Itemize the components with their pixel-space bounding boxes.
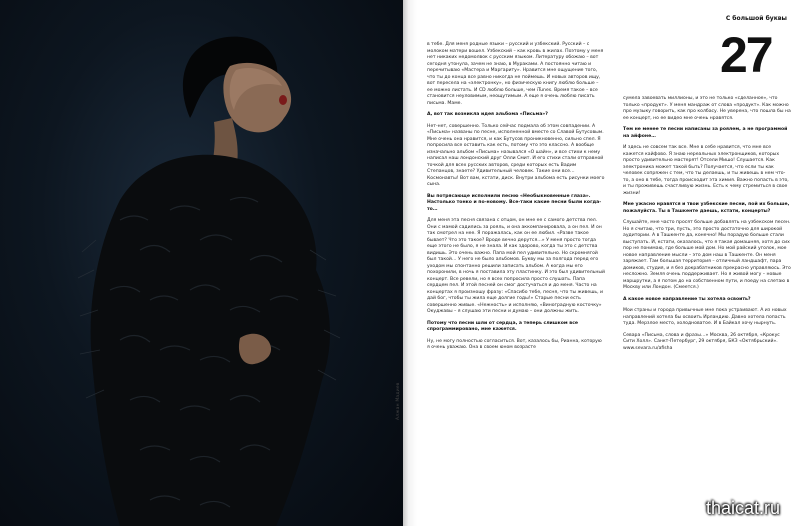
paragraph: в тебе. Для меня родные языки – русский и узбекский. Русский – с молоком матери вошел. Узбекский – как кровь в жилах. Поэтому у меня нет никаких недомолвок с русским языком. Литературу обожаю – вот сегодня утонула, зачем не знаю, в Мураками. А постоянно читаю и перечитываю «Мастера и Маргариту». Нравится мне ощущение того, что ты до конца все равно никогда не поймешь. И новых авторов ищу, вот пересела на «электронку», но физическую книгу люблю больше – ее можно листать. И CD люблю больше, чем iTunes. Время такое – все становится неуловимым, неощутимым. А еще я очень люблю писать письма. Маме.	[427, 42, 604, 106]
paragraph: Для меня эта песня связана с отцом, он мне ее с самого детства пел. Они с мамой садились за рояль, и она аккомпанировала, а он пел. И он так смотрел на нее. Я поражалась, как он ее любил. «Разве такое бывает? Что это такое? Вроде вечно дерутся…» У меня просто тогда еще этого не было, я не знала. И как здорово, когда ты это с детства видишь. Это очень важно. Папа мой пел удивительно. Но скромнягой был такой… У него не было альбомов. Букву мы за полгода перед его уходом мы спонтанно решили записать альбом. А когда мы его похоронили, в ночь я поставила эту пластинку. И это был удивительный концерт. Все ревели, но я всех попросила просто слушать. Папа сердцем пел. И этой песней он смог достучаться и до меня. Часто на концертах я произношу фразу: «Спасибо тебе, песня, что ты живешь, и дай бог, чтобы ты жила еще долгие годы!» Старые песни есть совершенно живые. «Нежность» и исполняю, «Виноградную косточку» Окуджавы – я слушаю эти песни и думаю – они должны жить.	[427, 218, 606, 314]
page-gutter	[403, 0, 417, 526]
interview-question: Тем не менее те песни написаны за роялем, а не программой на айфоне…	[623, 127, 788, 139]
portrait-photo	[0, 0, 403, 526]
event-info: Севара «Письма, слова и фразы…» Москва, 26 октября, «Крокус Сити Холл». Санкт-Петербург, 29 октября, БКЗ «Октябрьский». www.sevara.ru/afisha	[623, 332, 780, 351]
page-number: 27	[720, 27, 772, 83]
interview-question: Вы потрясающе исполнили песню «Необыкновенные глаза». Настолько тонко и по-новому. Все-таки какие песни были когда-то…	[427, 193, 602, 212]
interview-question: А, вот так возникла идея альбома «Письма»?	[427, 112, 548, 117]
paragraph: Нет-нет, совершенно. Только сейчас подмала об этом совпадении. А «Письма» названы по песне, исполненной вместе со Славой Бутусовым. Мне очень она нравится, и как Бутусов проникновенно, сильно спел. Я попросила все оставить как есть, потому что это классно. А вообще изначально альбом «Письма» назывался «О шайн», и все стихи к нему написал наш лондонский друг Олли Смит. И его стихи стали отправной точкой для всех русских авторов, среди которых есть Вадим Степанцов, знаете? Удивительный человек. Такие они все… Космонавты! Вот вам, кстати, диск. Внутри альбома есть рисунки моего сына.	[427, 123, 605, 187]
paragraph: Мои страны и города привычные мне пока устраивают. А из новых направлений хотела бы освоить Ирландию. Давно хотела попасть туда. Мерзлое место, холодноватое. И в Байкал хочу нырнуть.	[623, 308, 787, 326]
singer-figure-illustration	[0, 0, 403, 526]
paragraph: сумела завоевать миллионы, и это не только «сделанное», что только «продукт». У меня мандраж от слова «продукт». Как можно про музыку говорить, как про колбасу. Не уверена, что пошла бы на ее концерт, но ее видео мне очень нравятся.	[623, 96, 791, 121]
text-column-1	[427, 42, 605, 357]
paragraph: И здесь не совсем так все. Мне в себе нравится, что мне все кажется кайфово. Я знаю нереальных электронщиков, которых просто удивительно мастерят! Отсели Мишо! Слушается. Как электроника может такой быть? Получается, что если ты как человек сопряжен с тем, что ты делаешь, и ты живешь в нем что-то, а оно в тебе, тогда происходит эта химия. Важно попасть в это, и ты проживешь счастливую жизнь. Есть к чему стремиться в свое жизни!	[623, 145, 789, 196]
watermark: thaicat.ru	[706, 498, 781, 518]
section-title: С большой буквы	[725, 15, 787, 22]
paragraph: Слушайте, мне часто просят больше добавлять на узбекском песен. Но я считаю, что три, пусть, это просто достаточно для широкой аудитории. А в Ташкенте да, конечно! Мы порадую больше стали выступать. И, кстати, оказалось, что я такая домашняя, хотя до сих пор не понимаю, где больше мой дом. Но мой райский уголок, мое новое направление мысли – это дом наш в Ташкенте. Он меня заряжает. Там большая территория – отличный ландшафт, пара домиков, студия, и я без докрабатников прекрасно управляюсь. Это несложно. Земля очень поддерживает. Но я живой могу – новые маршрутки, а я потом до на собственном пути, и поеду на слетаю в Москву или Лондон. (Смеется.)	[623, 220, 791, 290]
interview-question: Мне ужасно нравятся и твои узбекские песни, пой их больше, пожалуйста. Ты в Ташкенте даешь, кстати, концерты?	[623, 202, 790, 214]
interview-question: А какое новое направление ты хотела освоить?	[623, 296, 751, 302]
photo-credit: Алжан Мадиев	[396, 382, 401, 420]
text-column-2	[623, 96, 791, 357]
interview-question: Потому что песни шли от сердца, а теперь слишком все спрограммировано, мне кажется.	[427, 320, 579, 332]
paragraph: Ну, не могу полностью согласиться. Вот, казалось бы, Рианна, которую я очень уважаю. Она в своем юном возрасте	[427, 338, 602, 350]
